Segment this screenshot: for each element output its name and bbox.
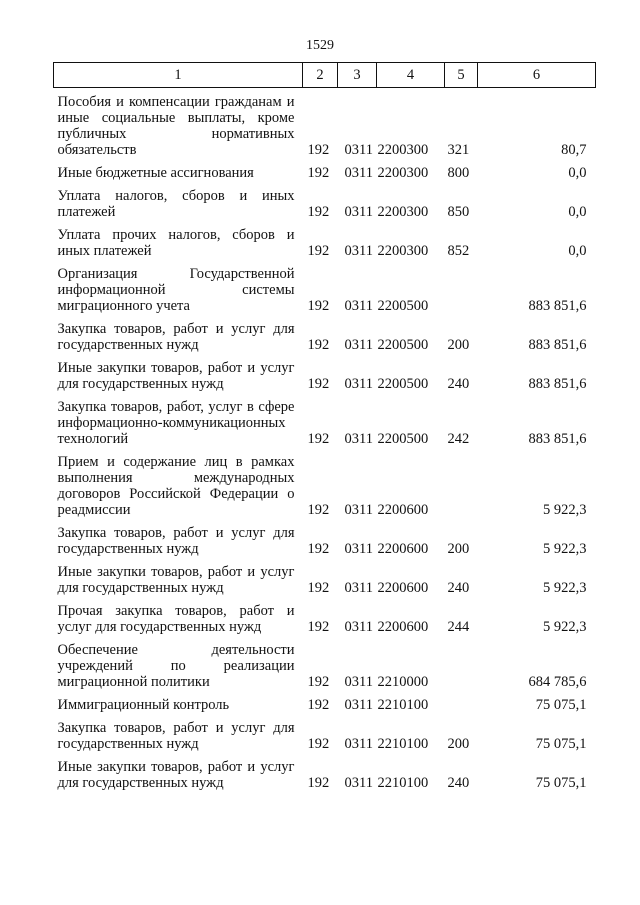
row-target-article: 2200300 (377, 142, 429, 158)
row-razdel: 0311 (344, 697, 373, 713)
table-row (54, 596, 596, 635)
header-cell-6: 6 (478, 63, 596, 88)
table-row (54, 557, 596, 596)
row-grbs: 192 (307, 204, 330, 220)
row-grbs: 192 (307, 775, 330, 791)
row-name: Уплата прочих налогов, сборов и иных платежей (57, 227, 295, 259)
row-amount: 883 851,6 (528, 376, 587, 392)
row-amount: 883 851,6 (528, 337, 587, 353)
row-grbs: 192 (307, 541, 330, 557)
row-target-article: 2200300 (377, 165, 429, 181)
row-target-article: 2200600 (377, 502, 429, 518)
row-grbs: 192 (307, 697, 330, 713)
row-expense-type (445, 259, 478, 314)
header-cell-1: 1 (54, 63, 303, 88)
row-name: Иные закупки товаров, работ и услуг для государственных нужд (57, 759, 295, 791)
table-row (54, 635, 596, 690)
table-row (54, 392, 596, 447)
row-target-article: 2200600 (377, 619, 429, 635)
row-grbs: 192 (307, 502, 330, 518)
row-razdel: 0311 (344, 674, 373, 690)
row-expense-type: 240 (447, 775, 470, 791)
table-row (54, 752, 596, 791)
row-grbs: 192 (307, 243, 330, 259)
row-name: Закупка товаров, работ, услуг в сфере информационно-коммуникационных технологий (57, 399, 295, 447)
row-amount: 5 922,3 (543, 619, 587, 635)
row-name: Пособия и компенсации гражданам и иные социальные выплаты, кроме публичных нормативных обязательств (57, 94, 295, 158)
table-row (54, 447, 596, 518)
row-name: Иные закупки товаров, работ и услуг для государственных нужд (57, 564, 295, 596)
row-target-article: 2210100 (377, 775, 429, 791)
row-razdel: 0311 (344, 243, 373, 259)
row-name: Иммиграционный контроль (57, 697, 230, 713)
table-row (54, 713, 596, 752)
row-name: Уплата налогов, сборов и иных платежей (57, 188, 295, 220)
header-cell-2: 2 (303, 63, 338, 88)
row-razdel: 0311 (344, 165, 373, 181)
row-grbs: 192 (307, 142, 330, 158)
row-target-article: 2200300 (377, 243, 429, 259)
row-amount: 883 851,6 (528, 298, 587, 314)
page-number: 1529 (306, 38, 334, 53)
table-row (54, 314, 596, 353)
row-razdel: 0311 (344, 204, 373, 220)
row-grbs: 192 (307, 337, 330, 353)
row-razdel: 0311 (344, 775, 373, 791)
row-razdel: 0311 (344, 541, 373, 557)
row-target-article: 2210100 (377, 736, 429, 752)
table-row (54, 259, 596, 314)
row-amount: 684 785,6 (528, 674, 587, 690)
row-razdel: 0311 (344, 376, 373, 392)
row-target-article: 2200500 (377, 337, 429, 353)
row-expense-type: 240 (447, 580, 470, 596)
table-row (54, 158, 596, 181)
row-grbs: 192 (307, 736, 330, 752)
row-amount: 80,7 (561, 142, 587, 158)
row-grbs: 192 (307, 674, 330, 690)
header-cell-3: 3 (338, 63, 377, 88)
table-row (54, 353, 596, 392)
row-expense-type: 200 (447, 736, 470, 752)
row-name: Иные бюджетные ассигнования (57, 165, 254, 181)
table-row (54, 181, 596, 220)
row-target-article: 2200500 (377, 298, 429, 314)
row-expense-type: 852 (447, 243, 470, 259)
table-row (54, 88, 596, 159)
row-razdel: 0311 (344, 142, 373, 158)
row-expense-type: 240 (447, 376, 470, 392)
row-expense-type: 242 (447, 431, 470, 447)
row-target-article: 2200600 (377, 541, 429, 557)
row-name: Прочая закупка товаров, работ и услуг для государственных нужд (57, 603, 295, 635)
row-amount: 75 075,1 (535, 736, 587, 752)
row-expense-type (445, 635, 478, 690)
row-grbs: 192 (307, 165, 330, 181)
row-expense-type (445, 447, 478, 518)
row-razdel: 0311 (344, 580, 373, 596)
row-amount: 0,0 (568, 243, 587, 259)
row-target-article: 2210100 (377, 697, 429, 713)
row-target-article: 2200500 (377, 431, 429, 447)
row-amount: 5 922,3 (543, 580, 587, 596)
row-amount: 883 851,6 (528, 431, 587, 447)
row-grbs: 192 (307, 298, 330, 314)
row-expense-type: 850 (447, 204, 470, 220)
row-amount: 0,0 (568, 204, 587, 220)
row-amount: 5 922,3 (543, 502, 587, 518)
budget-table (53, 62, 596, 791)
row-target-article: 2200600 (377, 580, 429, 596)
row-expense-type: 200 (447, 541, 470, 557)
row-name: Прием и содержание лиц в рамках выполнения международных договоров Российской Федерации о реадмиссии (57, 454, 295, 518)
row-razdel: 0311 (344, 298, 373, 314)
row-expense-type: 200 (447, 337, 470, 353)
row-amount: 5 922,3 (543, 541, 587, 557)
row-razdel: 0311 (344, 502, 373, 518)
row-amount: 0,0 (568, 165, 587, 181)
row-grbs: 192 (307, 376, 330, 392)
header-cell-5: 5 (445, 63, 478, 88)
table-row (54, 690, 596, 713)
row-target-article: 2200300 (377, 204, 429, 220)
row-grbs: 192 (307, 431, 330, 447)
row-name: Закупка товаров, работ и услуг для государственных нужд (57, 321, 295, 353)
row-expense-type: 244 (447, 619, 470, 635)
table-row (54, 518, 596, 557)
row-grbs: 192 (307, 580, 330, 596)
row-expense-type: 800 (447, 165, 470, 181)
row-name: Организация Государственной информационной системы миграционного учета (57, 266, 295, 314)
row-razdel: 0311 (344, 619, 373, 635)
row-expense-type (445, 690, 478, 713)
row-razdel: 0311 (344, 337, 373, 353)
row-target-article: 2210000 (377, 674, 429, 690)
row-razdel: 0311 (344, 431, 373, 447)
row-grbs: 192 (307, 619, 330, 635)
row-amount: 75 075,1 (535, 775, 587, 791)
header-cell-4: 4 (377, 63, 445, 88)
row-expense-type: 321 (447, 142, 470, 158)
table-row (54, 220, 596, 259)
row-name: Закупка товаров, работ и услуг для государственных нужд (57, 720, 295, 752)
row-name: Обеспечение деятельности учреждений по реализации миграционной политики (57, 642, 295, 690)
row-razdel: 0311 (344, 736, 373, 752)
row-amount: 75 075,1 (535, 697, 587, 713)
row-name: Закупка товаров, работ и услуг для государственных нужд (57, 525, 295, 557)
header-row (54, 63, 596, 88)
row-name: Иные закупки товаров, работ и услуг для государственных нужд (57, 360, 295, 392)
row-target-article: 2200500 (377, 376, 429, 392)
